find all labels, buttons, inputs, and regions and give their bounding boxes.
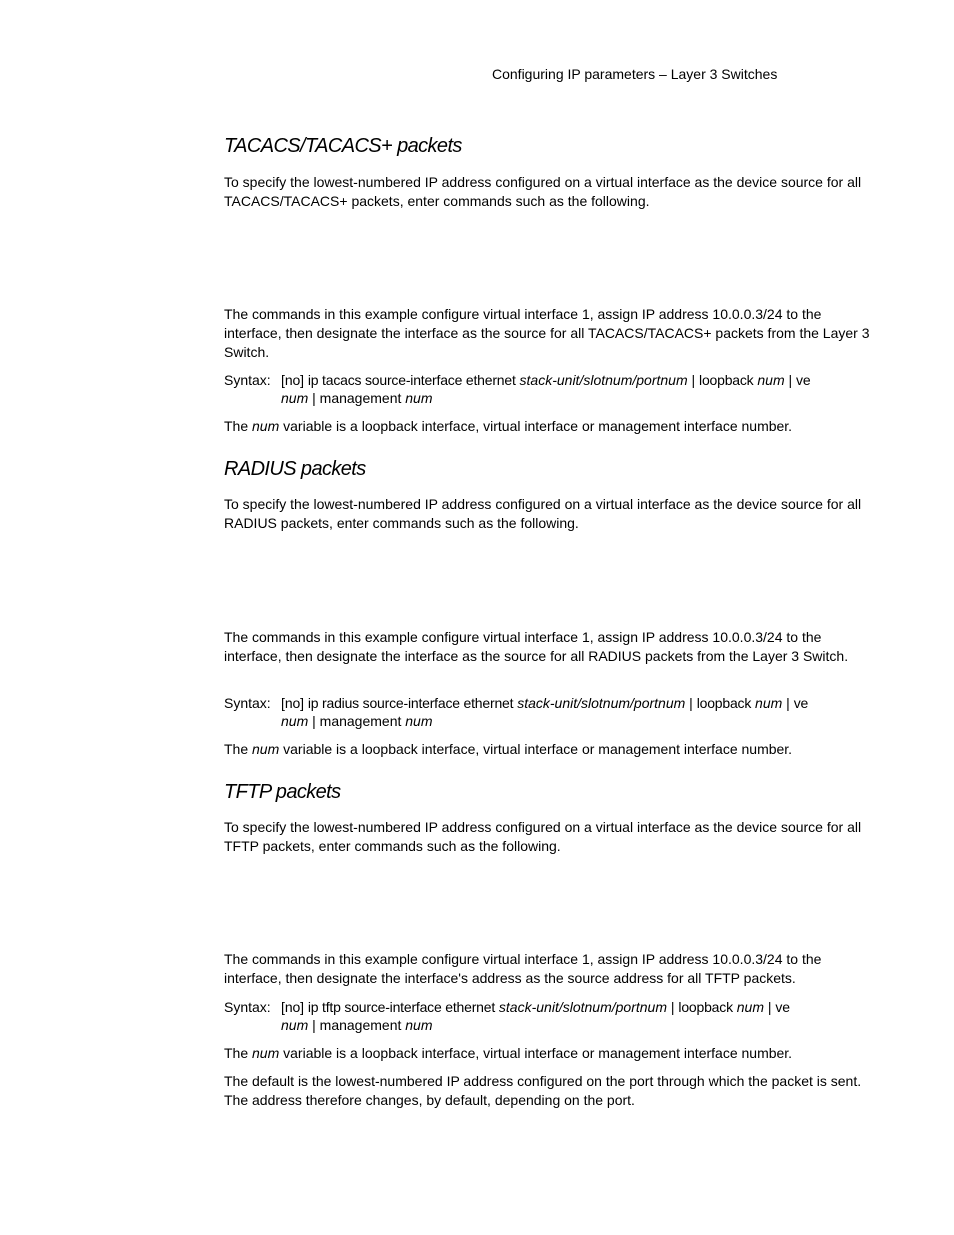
variable-note: [224, 1044, 870, 1063]
syntax-label: Syntax:: [224, 372, 271, 388]
syntax-body: [281, 694, 870, 730]
num-variable: num: [405, 713, 433, 729]
explanation-paragraph: The commands in this example configure virtual interface 1, assign IP address 10.0.0.3/24 to the interface, then designate the interface's address as the source address for all TFTP packets.: [224, 951, 822, 986]
num-variable: num: [405, 390, 433, 406]
keyword-no: no: [284, 999, 301, 1015]
port-variable: stack-unit/slotnum/portnum: [517, 695, 686, 711]
note-text: variable is a loopback interface, virtual interface or management interface number.: [283, 1045, 793, 1061]
num-variable: num: [405, 1017, 433, 1033]
separator: |: [767, 999, 772, 1015]
note-text: variable is a loopback interface, virtual interface or management interface number.: [283, 418, 793, 434]
port-variable: stack-unit/slotnum/portnum: [519, 372, 688, 388]
syntax-block: [224, 694, 870, 729]
note-text: The: [224, 1045, 249, 1061]
keyword-ve: ve: [793, 695, 809, 711]
syntax-block: [224, 371, 870, 406]
num-variable: num: [281, 713, 309, 729]
separator: |: [689, 695, 693, 711]
keyword-loopback: loopback: [699, 372, 754, 388]
num-variable: num: [736, 999, 764, 1015]
separator: |: [788, 372, 793, 388]
heading-tacacs-packets: TACACS/TACACS+ packets: [224, 135, 462, 157]
separator: |: [312, 1017, 316, 1033]
note-text: The: [224, 741, 249, 757]
command-keyword: ip tacacs source-interface ethernet: [307, 372, 516, 388]
intro-paragraph: To specify the lowest-numbered IP address configured on a virtual interface as the device source for all TFTP packets, enter commands such as the following.: [224, 819, 862, 854]
separator: |: [786, 695, 790, 711]
separator: |: [670, 999, 675, 1015]
keyword-no: no: [284, 695, 301, 711]
num-variable: num: [757, 372, 785, 388]
syntax-block: [224, 998, 870, 1033]
num-variable: num: [755, 695, 783, 711]
explanation-paragraph: The commands in this example configure virtual interface 1, assign IP address 10.0.0.3/24 to the interface, then designate the interface as the source for all RADIUS packets from the Layer 3 Switch.: [224, 629, 849, 664]
bracket-open: [: [281, 695, 285, 711]
intro-paragraph: To specify the lowest-numbered IP address configured on a virtual interface as the device source for all TACACS/TACACS+ packets, enter commands such as the following.: [224, 174, 862, 209]
num-variable: num: [281, 1017, 309, 1033]
running-header: Configuring IP parameters – Layer 3 Switches: [492, 66, 778, 82]
bracket-open: [: [281, 372, 285, 388]
keyword-loopback: loopback: [696, 695, 752, 711]
command-keyword: ip tftp source-interface ethernet: [307, 999, 496, 1015]
note-variable: num: [252, 418, 280, 434]
note-text: The: [224, 418, 249, 434]
separator: |: [312, 390, 316, 406]
bracket-close: ]: [300, 999, 304, 1015]
separator: |: [312, 713, 316, 729]
syntax-body: [281, 998, 870, 1034]
variable-note: [224, 417, 870, 436]
num-variable: num: [281, 390, 309, 406]
intro-paragraph: To specify the lowest-numbered IP address configured on a virtual interface as the device source for all RADIUS packets, enter commands such as the following.: [224, 496, 862, 531]
default-note: The default is the lowest-numbered IP address configured on the port through which the packet is sent. The address therefore changes, by default, depending on the port.: [224, 1073, 862, 1108]
port-variable: stack-unit/slotnum/portnum: [498, 999, 667, 1015]
note-variable: num: [252, 1045, 280, 1061]
keyword-management: management: [319, 713, 402, 729]
syntax-label: Syntax:: [224, 999, 271, 1015]
keyword-loopback: loopback: [678, 999, 733, 1015]
keyword-no: no: [284, 372, 301, 388]
syntax-body: [281, 371, 870, 407]
keyword-ve: ve: [775, 999, 790, 1015]
note-text: variable is a loopback interface, virtual interface or management interface number.: [283, 741, 793, 757]
separator: |: [691, 372, 696, 388]
bracket-close: ]: [300, 695, 304, 711]
keyword-management: management: [319, 390, 402, 406]
keyword-management: management: [319, 1017, 402, 1033]
explanation-paragraph: The commands in this example configure virtual interface 1, assign IP address 10.0.0.3/24 to the interface, then designate the interface as the source for all TACACS/TACACS+ packets from the Layer 3 Switch.: [224, 306, 870, 360]
heading-tftp-packets: TFTP packets: [224, 781, 341, 803]
command-keyword: ip radius source-interface ethernet: [307, 695, 514, 711]
bracket-close: ]: [300, 372, 304, 388]
keyword-ve: ve: [796, 372, 811, 388]
heading-radius-packets: RADIUS packets: [224, 458, 366, 480]
bracket-open: [: [281, 999, 285, 1015]
syntax-label: Syntax:: [224, 695, 271, 711]
variable-note: [224, 740, 870, 759]
note-variable: num: [252, 741, 280, 757]
